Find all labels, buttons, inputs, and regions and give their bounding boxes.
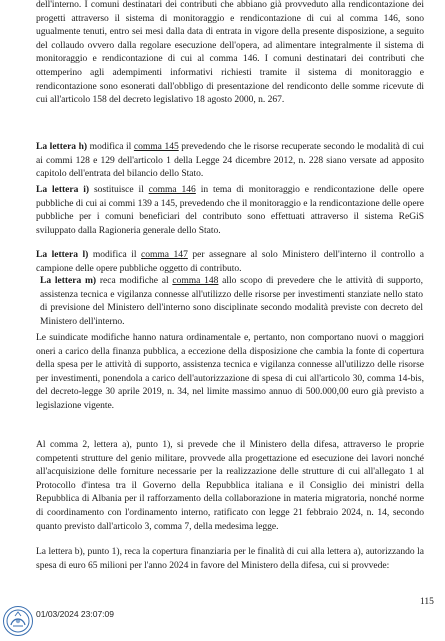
lettera-i-post: in tema di monitoraggio e rendicontazione delle opere pubbliche di cui ai commi 139 a 145, prevedendo che il monitoraggio e la rendicontazione delle opere pubbliche per i comuni beneficiari del contributo sono effettuati attraverso il sistema ReGiS sviluppato dalla Ragioneria generale dello Stato.	[36, 184, 424, 236]
lettera-h-pre: modifica il	[87, 141, 134, 152]
seal-icon	[2, 604, 34, 638]
comma-145-link[interactable]: comma 145	[133, 141, 179, 152]
lettera-l-pre: modifica il	[88, 249, 142, 260]
paragraph-lettera-m	[40, 274, 423, 328]
lettera-m-pre: reca modifiche al	[96, 275, 173, 286]
lettera-h-label: La lettera h)	[36, 141, 88, 152]
paragraph-lettera-l	[36, 248, 424, 275]
paragraph-suindicate-text: Le suindicate modifiche hanno natura ordinamentale e, pertanto, non comportano nuovi o maggiori oneri a carico della finanza pubblica, a eccezione della disposizione che cambia la fonte di copertura della spesa per le attività di supporto, assistenza tecnica e vigilanza connesse all'utilizzo delle risorse per investimenti, ponendola a carico dell'autorizzazione di spesa di cui all'articolo 30, comma 14-bis, del decreto-legge 30 aprile 2019, n. 34, nel limite massimo annuo di 500.000,00 euro già previsto a legislazione vigente.	[36, 332, 424, 411]
lettera-m-label: La lettera m)	[40, 275, 97, 286]
comma-146-link[interactable]: comma 146	[148, 184, 196, 195]
page-number: 115	[420, 597, 434, 607]
paragraph-comma-2	[36, 438, 424, 533]
paragraph-comma-2-text: Al comma 2, lettera a), punto 1), si prevede che il Ministero della difesa, attraverso le proprie competenti strutture del genio militare, provvede alla progettazione ed esecuzione dei lavori nonché all'acquisizione delle forniture necessarie per la realizzazione delle strutture di cui all'allegato 1 al Protocollo d'intesa tra il Governo della Repubblica italiana e il Consiglio dei ministri della Repubblica di Albania per il rafforzamento della collaborazione in materia migratoria, nonché norme di coordinamento con l'ordinamento interno, ratificato con legge 21 febbraio 2024, n. 14, secondo quanto previsto dall'articolo 3, comma 7, della medesima legge.	[36, 439, 424, 532]
lettera-i-label: La lettera i)	[36, 184, 90, 195]
paragraph-lettera-b	[36, 545, 424, 572]
lettera-l-post: per assegnare al solo Ministero dell'interno il controllo a campione delle opere pubbliche oggetto di contributo.	[36, 249, 425, 274]
lettera-m-post: allo scopo di prevedere che le attività di supporto, assistenza tecnica e vigilanza connesse all'utilizzo delle risorse per investimenti stanziate nello stato di previsione del Ministero dell'interno sono disciplinate secondo modalità previste con decreto del Ministero dell'interno.	[40, 275, 423, 327]
comma-148-link[interactable]: comma 148	[172, 275, 219, 286]
lettera-l-label: La lettera l)	[36, 249, 89, 260]
paragraph-intro-text: dell'interno. I comuni destinatari dei contributi che abbiano già provveduto alla rendicontazione dei progetti attraverso il sistema di monitoraggio e rendicontazione di cui al comma 146, sono ugualmente tenuti, entro sei mesi dalla data di entrata in vigore della presente disposizione, a seguito del collaudo ovvero dalla regolare esecuzione dell'opera, ad alimentare integralmente il sistema di monitoraggio e rendicontazione di cui al comma 146. I comuni destinatari dei contributi che ottemperino agli adempimenti informativi richiesti tramite il sistema di monitoraggio e rendicontazione sono esonerati dall'obbligo di presentazione del rendiconto delle somme ricevute di cui all'articolo 158 del decreto legislativo 18 agosto 2000, n. 267.	[36, 0, 424, 106]
paragraph-suindicate	[36, 331, 424, 413]
paragraph-lettera-i	[36, 183, 424, 237]
lettera-i-pre: sostituisce il	[89, 184, 149, 195]
paragraph-lettera-h	[36, 140, 424, 181]
comma-147-link[interactable]: comma 147	[141, 249, 188, 260]
paragraph-intro	[36, 0, 424, 107]
paragraph-lettera-b-text: La lettera b), punto 1), reca la copertura finanziaria per le finalità di cui alla lettera a), autorizzando la spesa di euro 65 milioni per l'anno 2024 in favore del Ministero della difesa, cui si provvede:	[36, 546, 424, 571]
timestamp: 01/03/2024 23:07:09	[36, 609, 114, 619]
lettera-h-post: prevedendo che le risorse recuperate secondo le modalità di cui ai commi 128 e 129 dell'articolo 1 della Legge 24 dicembre 2012, n. 228 siano versate ad apposito capitolo dell'entrata del bilancio dello Stato.	[36, 141, 424, 180]
